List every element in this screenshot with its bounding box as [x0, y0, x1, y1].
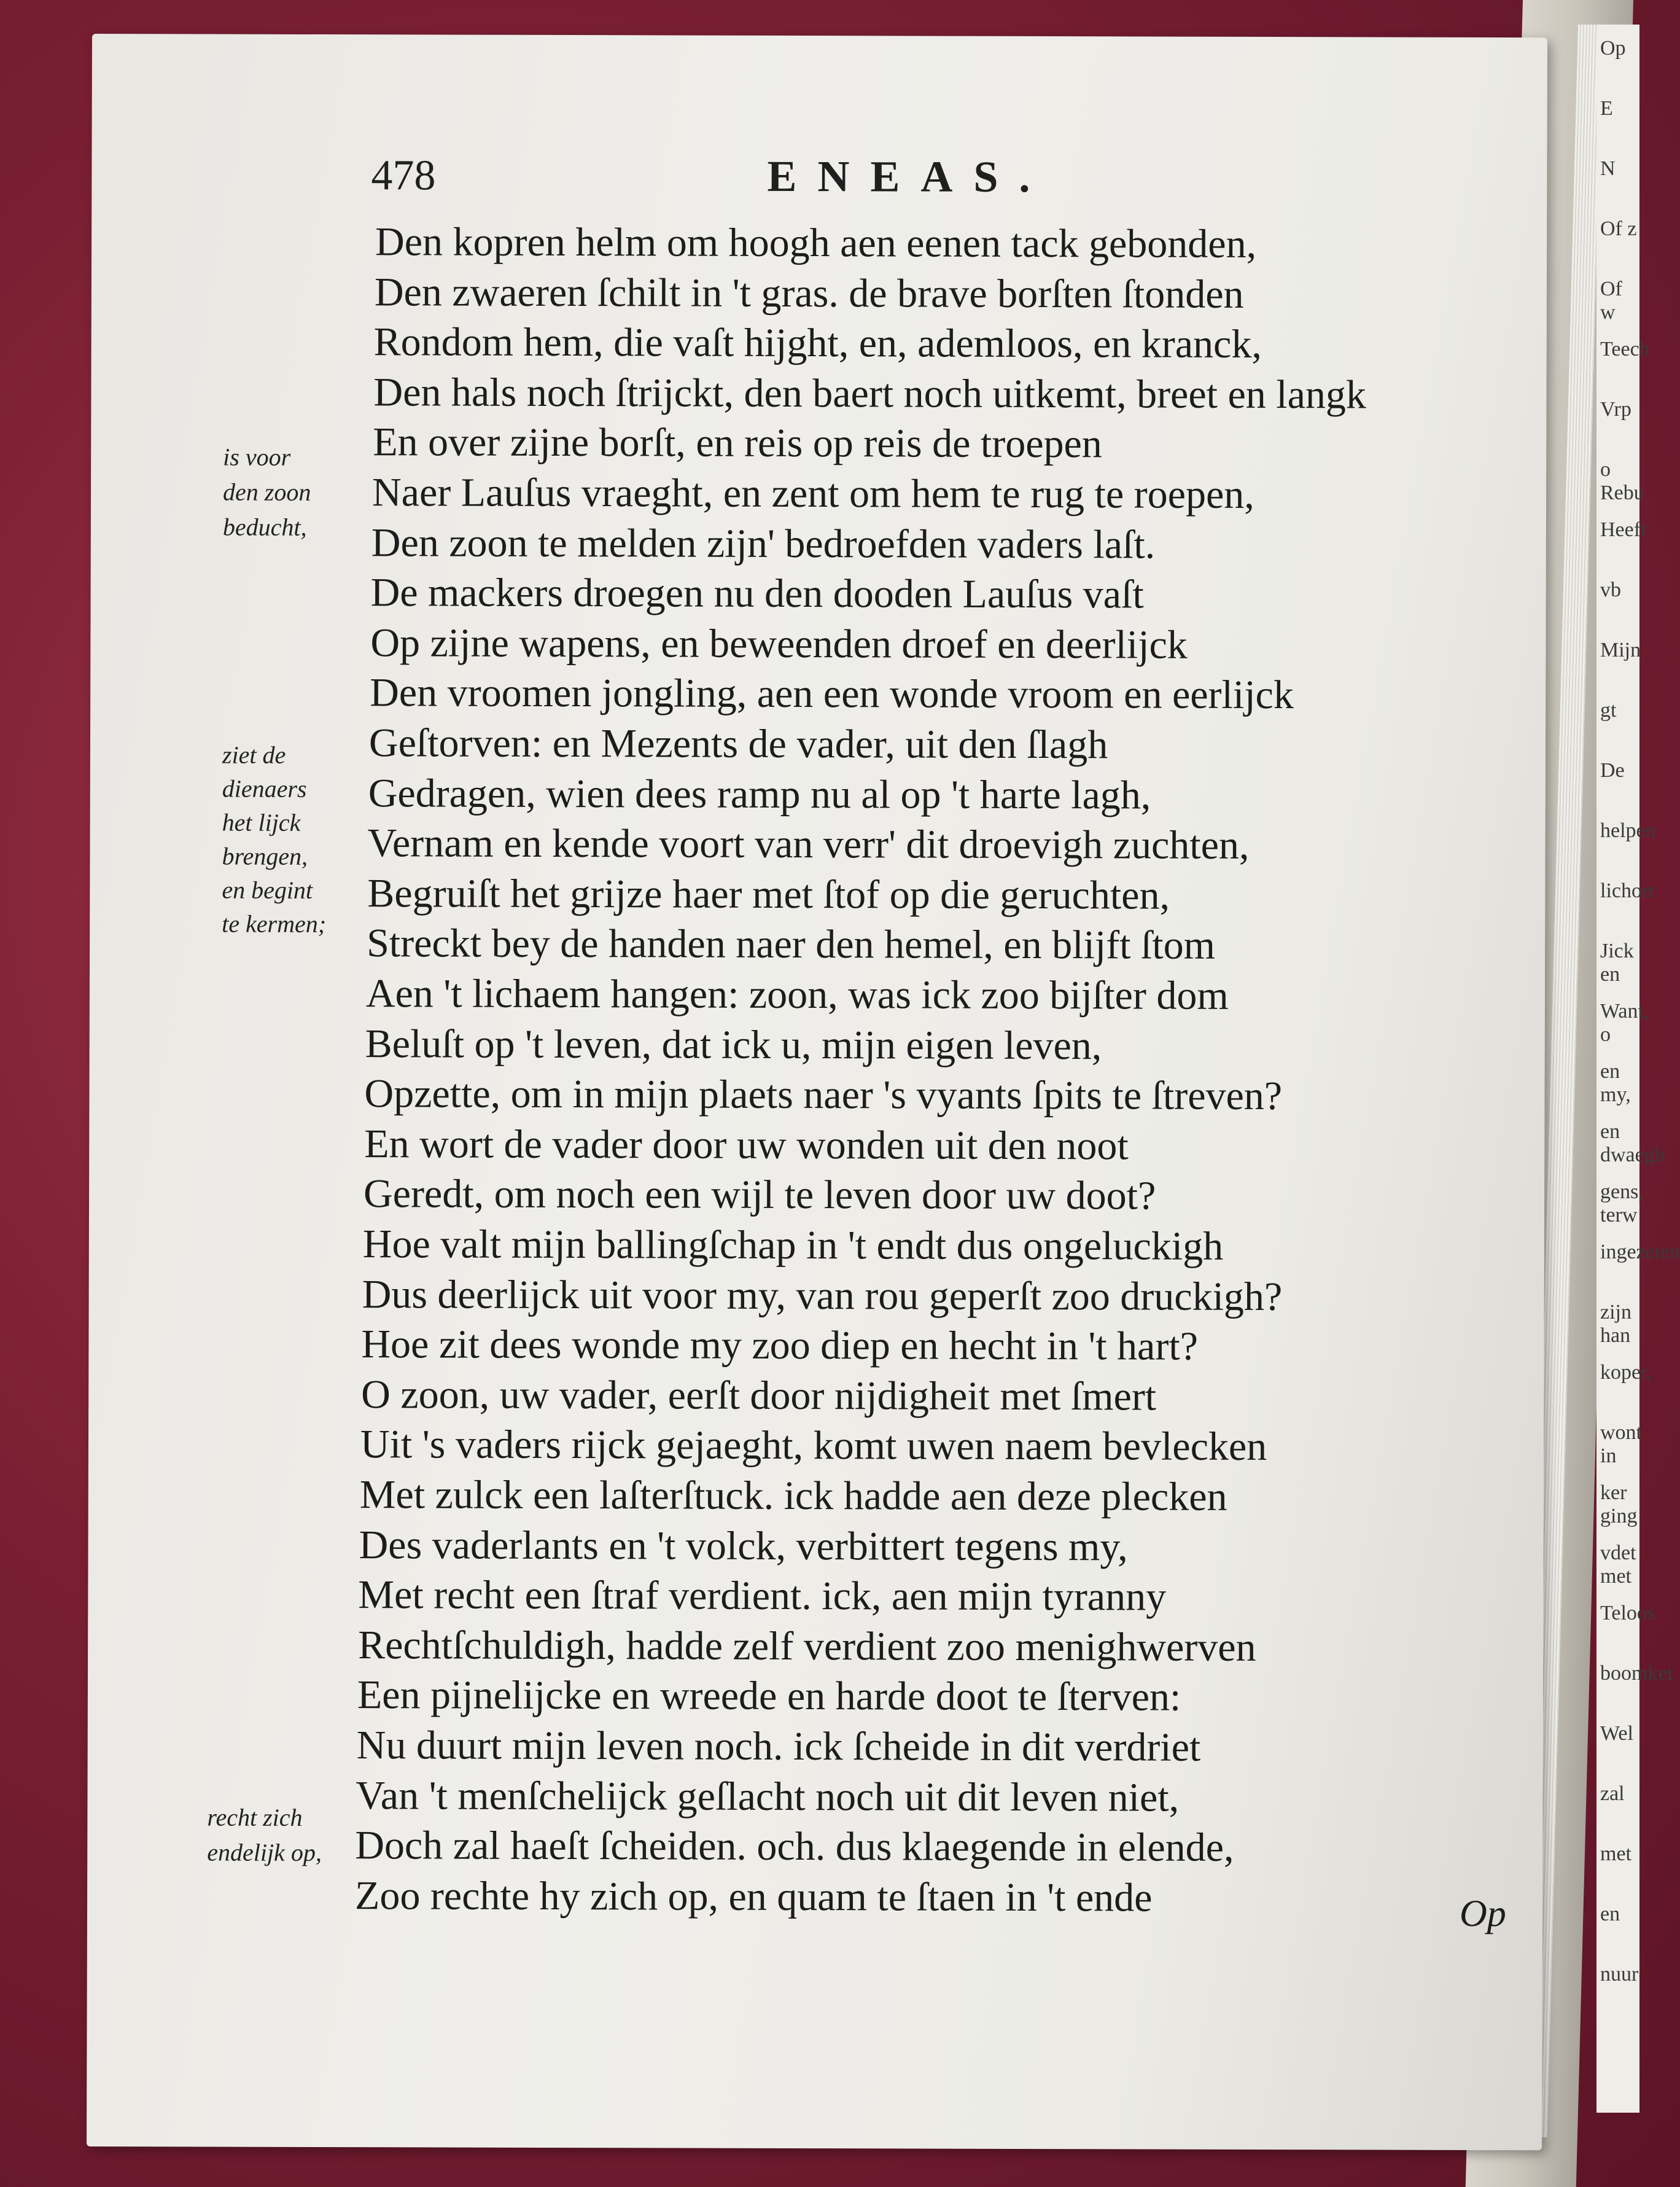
poem-line: Uit 's vaders rijck gejaeght, komt uwen naem bevlecken: [360, 1422, 1267, 1470]
catchword: Op: [1459, 1892, 1506, 1935]
next-page-text: Of w: [1600, 278, 1622, 324]
next-page-text: De: [1600, 759, 1625, 782]
next-page-text: Jick en: [1600, 940, 1634, 986]
poem-line: En over zijne borſt, en reis op reis de troepen: [373, 419, 1102, 467]
poem-line: Den zwaeren ſchilt in 't gras. de brave borſten ſtonden: [374, 270, 1244, 317]
next-page-text: gt: [1600, 699, 1617, 722]
poem-line: O zoon, uw vader, eerſt door nijdigheit met ſmert: [361, 1372, 1157, 1419]
next-page-text: zijn han: [1600, 1301, 1631, 1347]
poem-line: Gedragen, wien dees ramp nu al op 't harte lagh,: [368, 771, 1151, 818]
book-page: [87, 34, 1547, 2150]
poem-line: Naer Lauſus vraeght, en zent om hem te rug te roepen,: [371, 470, 1254, 517]
next-page-text: met: [1600, 1842, 1631, 1865]
margin-note-line: het lijck: [222, 808, 301, 836]
margin-note-line: brengen,: [222, 842, 308, 870]
next-page-text: en dwaegh: [1600, 1120, 1665, 1166]
next-page-text: helpen: [1600, 819, 1656, 842]
margin-note-line: beducht,: [222, 513, 307, 541]
poem-line: Met recht een ſtraf verdient. ick, aen mijn tyranny: [358, 1572, 1167, 1620]
margin-note-line: recht zich: [207, 1803, 303, 1831]
next-page-text: ingezeten: [1600, 1241, 1680, 1263]
poem-line: Van 't menſchelijck geſlacht noch uit dit leven niet,: [356, 1773, 1180, 1820]
poem-line: Geſtorven: en Mezents de vader, uit den ſlagh: [368, 720, 1108, 768]
next-page-text: Heeft: [1600, 518, 1647, 541]
margin-note-line: ziet de: [222, 741, 286, 769]
poem-line: Geredt, om noch een wijl te leven door uw doot?: [363, 1171, 1156, 1218]
poem-line: Nu duurt mijn leven noch. ick ſcheide in dit verdriet: [356, 1723, 1201, 1770]
next-page-text: lichort: [1600, 879, 1655, 902]
poem-line: Den zoon te melden zijn' bedroefden vaders laſt.: [371, 520, 1156, 567]
poem-line: Streckt bey de handen naer den hemel, en blijft ſtom: [367, 921, 1216, 968]
page-number: 478: [371, 152, 436, 200]
poem-line: Den kopren helm om hoogh aen eenen tack gebonden,: [375, 219, 1257, 267]
next-page-fragment: [1596, 25, 1680, 2113]
poem-line: Hoe valt mijn ballingſchap in 't endt dus ongeluckigh: [362, 1222, 1224, 1269]
next-page-text: o Rebu: [1600, 458, 1644, 504]
next-page-text: Vrp: [1600, 398, 1631, 421]
poem-line: Begruiſt het grijze haer met ſtof op die geruchten,: [367, 871, 1170, 918]
poem-line: Dus deerlijck uit voor my, van rou geperſt zoo druckigh?: [362, 1272, 1283, 1320]
poem-line: En wort de vader door uw wonden uit den noot: [364, 1121, 1129, 1169]
next-page-text: Op: [1600, 37, 1626, 60]
margin-note-line: is voor: [223, 443, 291, 471]
next-page-text: en: [1600, 1903, 1620, 1925]
poem-line: Met zulck een laſterſtuck. ick hadde aen deze plecken: [359, 1472, 1227, 1519]
next-page-text: Mijn: [1600, 639, 1641, 661]
poem-line: Rondom hem, die vaſt hijght, en, ademloos, en kranck,: [373, 319, 1262, 367]
next-page-text: gens, terw: [1600, 1180, 1644, 1226]
next-page-text: Want, o: [1600, 1000, 1649, 1046]
poem-line: Zoo rechte hy zich op, en quam te ſtaen in 't ende: [354, 1873, 1153, 1920]
poem-line: De mackers droegen nu den dooden Lauſus vaſt: [370, 570, 1144, 617]
next-page-text: wont in: [1600, 1421, 1642, 1467]
next-page-text: Teech: [1600, 338, 1650, 361]
margin-note-line: den zoon: [222, 478, 311, 506]
next-page-text: en my,: [1600, 1060, 1631, 1106]
margin-note-line: te kermen;: [222, 910, 327, 938]
margin-note-line: dienaers: [222, 774, 307, 803]
poem-line: Opzette, om in mijn plaets naer 's vyants ſpits te ſtreven?: [364, 1071, 1283, 1119]
next-page-text: boomket: [1600, 1662, 1673, 1685]
poem-line: Den hals noch ſtrijckt, den baert noch uitkemt, breet en langk: [373, 370, 1367, 418]
next-page-text: zal: [1600, 1782, 1625, 1805]
poem-line: Op zijne wapens, en beweenden droef en deerlijck: [370, 620, 1188, 668]
poem-line: Doch zal haeſt ſcheiden. och. dus klaegende in elende,: [355, 1823, 1234, 1870]
next-page-text: E: [1600, 97, 1613, 120]
next-page-text: nuur: [1600, 1963, 1639, 1986]
next-page-text: vdet met: [1600, 1542, 1636, 1588]
poem-line: Hoe zit dees wonde my zoo diep en hecht in 't hart?: [361, 1322, 1199, 1369]
margin-note-line: endelijk op,: [207, 1838, 322, 1866]
poem-line: Een pijnelijcke en wreede en harde doot te ſterven:: [357, 1672, 1181, 1720]
poem-line: Des vaderlants en 't volck, verbittert tegens my,: [359, 1522, 1128, 1570]
margin-note-line: en begint: [222, 876, 313, 904]
running-title: ENEAS.: [767, 151, 1051, 202]
next-page-text: N: [1600, 157, 1616, 180]
next-page-text: koper,: [1600, 1361, 1652, 1384]
next-page-text: ker ging: [1600, 1481, 1638, 1527]
poem-line: Aen 't lichaem hangen: zoon, was ick zoo bijſter dom: [365, 971, 1229, 1018]
poem-line: Beluſt op 't leven, dat ick u, mijn eigen leven,: [365, 1021, 1102, 1069]
next-page-text: Teloos: [1600, 1602, 1656, 1624]
next-page-text: vb: [1600, 579, 1621, 601]
next-page-text: Wel: [1600, 1722, 1633, 1745]
poem-line: Den vroomen jongling, aen een wonde vroom en eerlijck: [370, 670, 1294, 718]
poem-line: Vernam en kende voort van verr' dit droevigh zuchten,: [367, 821, 1250, 868]
next-page-text: Of z: [1600, 217, 1637, 240]
poem-line: Rechtſchuldigh, hadde zelf verdient zoo menighwerven: [358, 1623, 1256, 1670]
